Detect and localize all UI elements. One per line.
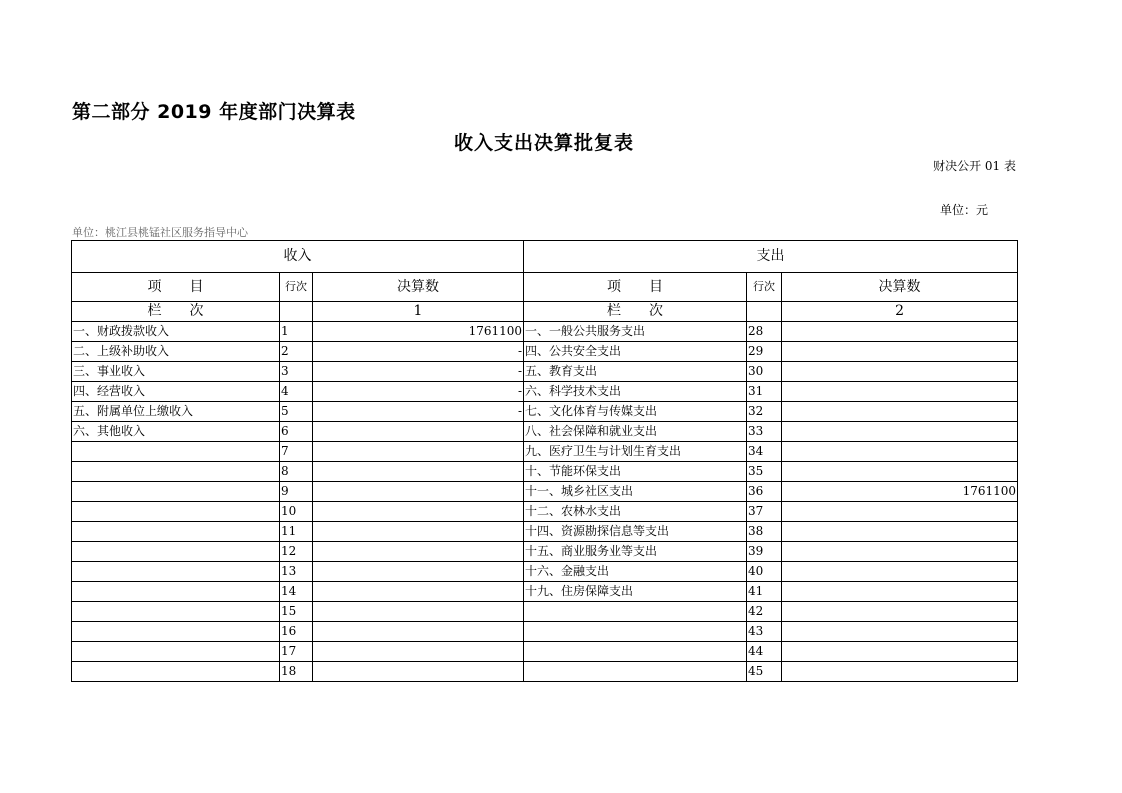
expense-line-cell: 30 <box>747 362 782 382</box>
expense-amount-cell <box>782 602 1018 622</box>
income-item-cell: 二、上级补助收入 <box>72 342 280 362</box>
income-item-cell <box>72 602 280 622</box>
income-item-cell <box>72 662 280 682</box>
expense-amount-cell <box>782 522 1018 542</box>
column-number-row <box>72 302 1018 322</box>
expense-line-cell: 44 <box>747 642 782 662</box>
expense-line-header: 行次 <box>747 273 782 302</box>
income-section-header: 收入 <box>72 241 524 273</box>
expense-line-cell: 33 <box>747 422 782 442</box>
income-item-cell: 三、事业收入 <box>72 362 280 382</box>
income-line-cell: 15 <box>280 602 313 622</box>
table-row <box>72 462 1018 482</box>
expense-amount-header: 决算数 <box>782 273 1018 302</box>
table-row <box>72 342 1018 362</box>
expense-line-cell: 41 <box>747 582 782 602</box>
table-row <box>72 542 1018 562</box>
income-line-cell: 9 <box>280 482 313 502</box>
table-row <box>72 522 1018 542</box>
income-amount-cell: - <box>313 382 524 402</box>
income-amount-cell <box>313 622 524 642</box>
expense-amount-cell <box>782 562 1018 582</box>
income-amount-cell <box>313 602 524 622</box>
expense-item-cell: 十五、商业服务业等支出 <box>524 542 747 562</box>
expense-col-label: 栏 次 <box>524 302 747 322</box>
expense-amount-cell <box>782 622 1018 642</box>
org-label: 单位：桃江县桃锰社区服务指导中心 <box>72 226 248 239</box>
expense-line-cell: 36 <box>747 482 782 502</box>
expense-amount-cell <box>782 642 1018 662</box>
table-row <box>72 402 1018 422</box>
expense-item-cell: 十一、城乡社区支出 <box>524 482 747 502</box>
table-row <box>72 562 1018 582</box>
income-amount-cell: - <box>313 402 524 422</box>
income-col-number: 1 <box>313 302 524 322</box>
income-col-label: 栏 次 <box>72 302 280 322</box>
expense-item-cell: 六、科学技术支出 <box>524 382 747 402</box>
expense-amount-cell <box>782 662 1018 682</box>
income-amount-cell: - <box>313 362 524 382</box>
income-amount-cell: - <box>313 342 524 362</box>
income-line-cell: 2 <box>280 342 313 362</box>
table-title: 收入支出决算批复表 <box>453 132 634 154</box>
table-row <box>72 622 1018 642</box>
income-line-cell: 7 <box>280 442 313 462</box>
income-amount-cell <box>313 562 524 582</box>
income-item-cell <box>72 642 280 662</box>
expense-item-cell: 五、教育支出 <box>524 362 747 382</box>
table-row <box>72 502 1018 522</box>
expense-col-number: 2 <box>782 302 1018 322</box>
table-row <box>72 322 1018 342</box>
table-row <box>72 602 1018 622</box>
income-expense-table <box>71 240 1018 682</box>
expense-item-header: 项 目 <box>524 273 747 302</box>
expense-line-cell: 42 <box>747 602 782 622</box>
income-line-cell: 13 <box>280 562 313 582</box>
income-item-cell <box>72 622 280 642</box>
expense-line-cell: 40 <box>747 562 782 582</box>
table-row <box>72 422 1018 442</box>
income-item-cell <box>72 502 280 522</box>
income-item-header: 项 目 <box>72 273 280 302</box>
income-item-cell: 五、附属单位上缴收入 <box>72 402 280 422</box>
income-amount-cell <box>313 542 524 562</box>
income-line-cell: 6 <box>280 422 313 442</box>
income-line-cell: 12 <box>280 542 313 562</box>
unit-label: 单位：元 <box>940 203 989 217</box>
expense-amount-cell <box>782 462 1018 482</box>
expense-line-cell: 45 <box>747 662 782 682</box>
expense-item-cell <box>524 662 747 682</box>
expense-amount-cell <box>782 582 1018 602</box>
income-item-cell: 四、经营收入 <box>72 382 280 402</box>
expense-line-cell: 29 <box>747 342 782 362</box>
income-line-cell: 10 <box>280 502 313 522</box>
expense-amount-cell <box>782 362 1018 382</box>
expense-amount-cell <box>782 422 1018 442</box>
income-amount-cell <box>313 482 524 502</box>
expense-item-cell <box>524 642 747 662</box>
income-amount-cell <box>313 462 524 482</box>
expense-line-cell: 28 <box>747 322 782 342</box>
expense-amount-cell <box>782 322 1018 342</box>
expense-item-cell: 十四、资源勘探信息等支出 <box>524 522 747 542</box>
expense-amount-cell <box>782 502 1018 522</box>
income-line-header: 行次 <box>280 273 313 302</box>
table-row <box>72 642 1018 662</box>
income-line-cell: 8 <box>280 462 313 482</box>
income-line-cell: 5 <box>280 402 313 422</box>
table-row <box>72 582 1018 602</box>
income-line-cell: 3 <box>280 362 313 382</box>
income-amount-header: 决算数 <box>313 273 524 302</box>
income-item-cell <box>72 562 280 582</box>
income-item-cell <box>72 482 280 502</box>
expense-line-cell: 34 <box>747 442 782 462</box>
income-amount-cell <box>313 502 524 522</box>
expense-line-cell: 35 <box>747 462 782 482</box>
expense-col-blank <box>747 302 782 322</box>
expense-item-cell: 十六、金融支出 <box>524 562 747 582</box>
expense-item-cell: 一、一般公共服务支出 <box>524 322 747 342</box>
table-row <box>72 442 1018 462</box>
expense-line-cell: 43 <box>747 622 782 642</box>
income-line-cell: 14 <box>280 582 313 602</box>
income-line-cell: 1 <box>280 322 313 342</box>
form-code: 财决公开 01 表 <box>933 159 1016 173</box>
income-amount-cell <box>313 642 524 662</box>
expense-amount-cell <box>782 382 1018 402</box>
table-row <box>72 362 1018 382</box>
income-amount-cell <box>313 422 524 442</box>
expense-amount-cell <box>782 402 1018 422</box>
income-amount-cell: 1761100 <box>313 322 524 342</box>
section-header-row <box>72 241 1018 273</box>
expense-amount-cell <box>782 542 1018 562</box>
expense-line-cell: 38 <box>747 522 782 542</box>
income-amount-cell <box>313 582 524 602</box>
expense-item-cell: 四、公共安全支出 <box>524 342 747 362</box>
expense-line-cell: 37 <box>747 502 782 522</box>
income-amount-cell <box>313 522 524 542</box>
income-col-blank <box>280 302 313 322</box>
column-header-row <box>72 273 1018 302</box>
expense-item-cell <box>524 622 747 642</box>
income-line-cell: 18 <box>280 662 313 682</box>
income-line-cell: 17 <box>280 642 313 662</box>
income-item-cell: 六、其他收入 <box>72 422 280 442</box>
income-item-cell <box>72 522 280 542</box>
income-amount-cell <box>313 442 524 462</box>
income-line-cell: 11 <box>280 522 313 542</box>
income-line-cell: 4 <box>280 382 313 402</box>
expense-amount-cell <box>782 342 1018 362</box>
expense-line-cell: 32 <box>747 402 782 422</box>
income-amount-cell <box>313 662 524 682</box>
table-row <box>72 382 1018 402</box>
expense-item-cell: 七、文化体育与传媒支出 <box>524 402 747 422</box>
expense-item-cell: 十、节能环保支出 <box>524 462 747 482</box>
expense-line-cell: 39 <box>747 542 782 562</box>
income-item-cell <box>72 442 280 462</box>
expense-item-cell: 八、社会保障和就业支出 <box>524 422 747 442</box>
income-item-cell <box>72 582 280 602</box>
table-row <box>72 662 1018 682</box>
income-item-cell: 一、财政拨款收入 <box>72 322 280 342</box>
expense-item-cell: 十二、农林水支出 <box>524 502 747 522</box>
table-row <box>72 482 1018 502</box>
expense-section-header: 支出 <box>524 241 1018 273</box>
page-heading: 第二部分 2019 年度部门决算表 <box>72 101 356 123</box>
income-item-cell <box>72 542 280 562</box>
expense-item-cell: 十九、住房保障支出 <box>524 582 747 602</box>
expense-item-cell <box>524 602 747 622</box>
expense-item-cell: 九、医疗卫生与计划生育支出 <box>524 442 747 462</box>
expense-amount-cell: 1761100 <box>782 482 1018 502</box>
income-item-cell <box>72 462 280 482</box>
income-line-cell: 16 <box>280 622 313 642</box>
expense-line-cell: 31 <box>747 382 782 402</box>
expense-amount-cell <box>782 442 1018 462</box>
